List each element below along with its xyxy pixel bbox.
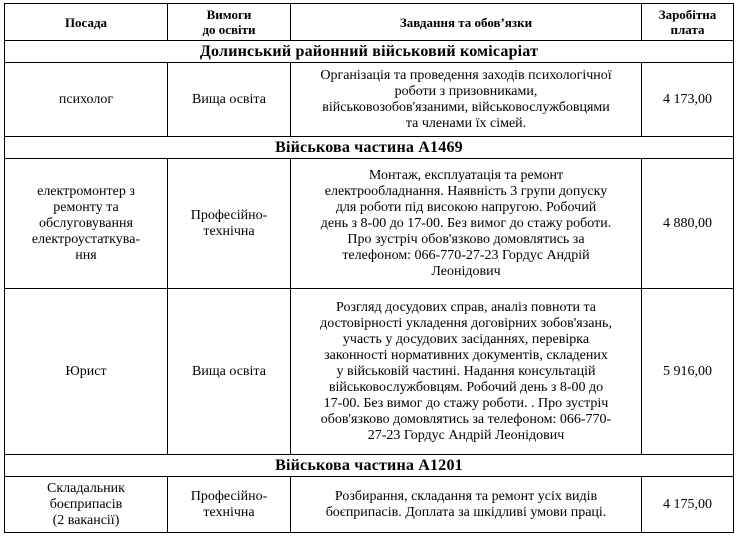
header-education: Вимоги до освіти bbox=[168, 4, 291, 41]
header-position: Посада bbox=[5, 4, 168, 41]
table-row bbox=[5, 477, 734, 533]
position-cell: Юрист bbox=[5, 289, 168, 455]
education-cell: Вища освіта bbox=[168, 289, 291, 455]
table-row bbox=[5, 159, 734, 289]
section-title: Військова частина А1469 bbox=[5, 137, 734, 159]
header-salary: Заробітна плата bbox=[642, 4, 734, 41]
section-header-row bbox=[5, 41, 734, 63]
position-cell: Складальник боєприпасів (2 вакансії) bbox=[5, 477, 168, 533]
duties-cell: Розгляд досудових справ, аналіз повноти та достовірності укладення договірних зобов'язань, участь у досудових засіданнях, перевірка законності нормативних документів, складених у військовій частині. Надання консультацій військовослужбовцям. Робочий день з 8-00 до 17-00. Без вимог до стажу роботи. . Про зустріч обов'язково домовлятись за телефоном: 066-770- 27-23 Гордус Андрій Леонідович bbox=[291, 289, 642, 455]
education-cell: Вища освіта bbox=[168, 63, 291, 137]
salary-cell: 4 175,00 bbox=[642, 477, 734, 533]
duties-cell: Розбирання, складання та ремонт усіх видів боєприпасів. Доплата за шкідливі умови праці. bbox=[291, 477, 642, 533]
header-duties: Завдання та обов’язки bbox=[291, 4, 642, 41]
position-cell: електромонтер з ремонту та обслуговування електроустаткува- ння bbox=[5, 159, 168, 289]
education-cell: Професійно- технічна bbox=[168, 477, 291, 533]
salary-cell: 5 916,00 bbox=[642, 289, 734, 455]
section-title: Долинський районний військовий комісаріат bbox=[5, 41, 734, 63]
table-row bbox=[5, 289, 734, 455]
duties-cell: Організація та проведення заходів психологічної роботи з призовниками, військовозобов'язаними, військовослужбовцями та членами їх сімей. bbox=[291, 63, 642, 137]
duties-cell: Монтаж, експлуатація та ремонт електрообладнання. Наявність 3 групи допуску для роботи під високою напругою. Робочий день з 8-00 до 17-00. Без вимог до стажу роботи. Про зустріч обов'язково домовлятись за телефоном: 066-770-27-23 Гордус Андрій Леонідович bbox=[291, 159, 642, 289]
vacancies-table bbox=[4, 3, 734, 533]
section-header-row bbox=[5, 455, 734, 477]
salary-cell: 4 880,00 bbox=[642, 159, 734, 289]
table-row bbox=[5, 63, 734, 137]
header-row bbox=[5, 4, 734, 41]
section-header-row bbox=[5, 137, 734, 159]
position-cell: психолог bbox=[5, 63, 168, 137]
salary-cell: 4 173,00 bbox=[642, 63, 734, 137]
education-cell: Професійно- технічна bbox=[168, 159, 291, 289]
section-title: Військова частина А1201 bbox=[5, 455, 734, 477]
